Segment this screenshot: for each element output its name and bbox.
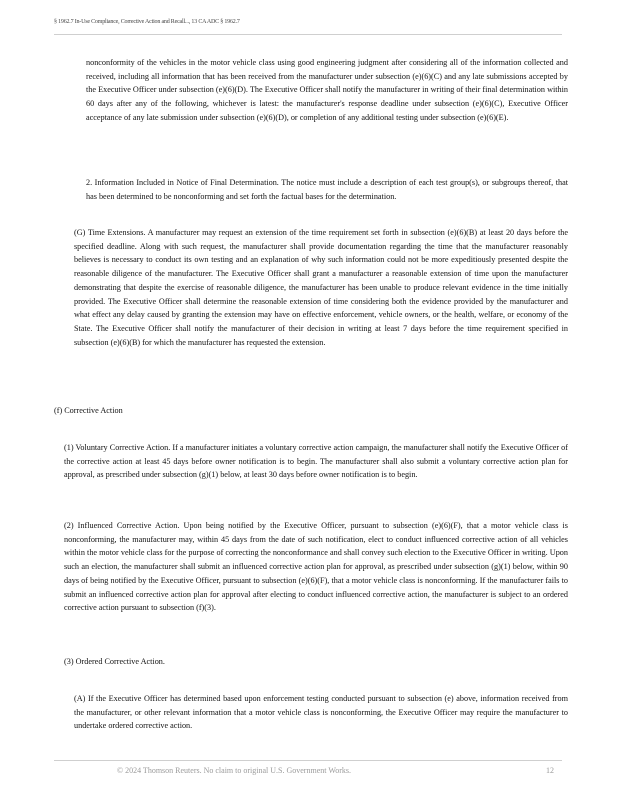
page-number: 12 (546, 766, 554, 775)
paragraph-voluntary-corrective-action: (1) Voluntary Corrective Action. If a manufacturer initiates a voluntary corrective action campaign, the manufacturer shall notify the Executive Officer of the corrective action at least 45 days before owner notification is to begin. The manufacturer shall also submit a voluntary corrective action plan for approval, as prescribed under subsection (g)(1) below, at least 30 days before owner notification is to begin. (64, 443, 568, 480)
paragraph-ordered-corrective-action-a: (A) If the Executive Officer has determined based upon enforcement testing conducted pursuant to subsection (e) above, information received from the manufacturer, or other relevant information that a motor vehicle class is nonconforming, the Executive Officer may require the manufacturer to undertake ordered corrective action. (74, 694, 568, 731)
header-divider (54, 34, 562, 35)
paragraph-ordered-corrective-action-heading: (3) Ordered Corrective Action. (64, 657, 165, 666)
section-heading-corrective-action: (f) Corrective Action (54, 406, 123, 415)
running-header: § 1962.7 In-Use Compliance, Corrective Action and Recall..., 13 CA ADC § 1962.7 (54, 19, 240, 25)
paragraph-final-determination: nonconformity of the vehicles in the motor vehicle class using good engineering judgment after considering all of the information collected and received, including all information that has been received from the manufacturer under subsection (e)(6)(C) and any late submissions accepted by the Executive Officer under subsection (e)(6)(D). The Executive Officer shall notify the manufacturer in writing of their final determination within 60 days after any of the following, whichever is latest: the manufacturer's response deadline under subsection (e)(6)(C), Executive Officer acceptance of any late submission under subsection (e)(6)(D), or completion of any additional testing under subsection (e)(6)(E). (86, 58, 568, 122)
footer-divider (54, 760, 562, 761)
paragraph-time-extensions: (G) Time Extensions. A manufacturer may request an extension of the time requirement set forth in subsection (e)(6)(B) at least 20 days before the specified deadline. Along with such request, the manufacturer shall provide documentation regarding the time that the manufacturer reasonably believes is necessary to conduct its own testing and an explanation of why such information could not be more expeditiously presented despite the reasonable diligence of the manufacturer. The Executive Officer shall grant a manufacturer a reasonable extension of time upon the manufacturer demonstrating that despite the exercise of reasonable diligence, the manufacturer has been unable to produce relevant evidence in the time initially provided. The Executive Officer shall determine the reasonable extension of time considering both the evidence provided by the manufacturer and what effect any delay caused by granting the extension may have on effective enforcement, vehicle owners, or the health, welfare, or economy of the State. The Executive Officer shall notify the manufacturer of their decision in writing at least 7 days before the time requirement specified in subsection (e)(6)(B) for which the manufacturer has requested the extension. (74, 228, 568, 347)
paragraph-influenced-corrective-action: (2) Influenced Corrective Action. Upon being notified by the Executive Officer, pursuant to subsection (e)(6)(F), that a motor vehicle class is nonconforming, the manufacturer may, within 45 days from the date of such notification, elect to conduct influenced corrective action of all vehicles within the motor vehicle class for the purpose of correcting the nonconformance and shall convey such election to the Executive Officer in writing. Upon such an election, the manufacturer shall submit an influenced corrective action plan for approval, as prescribed under subsection (g)(1) below, within 90 days of being notified by the Executive Officer, pursuant to subsection (e)(6)(F), that a motor vehicle class is nonconforming. If the manufacturer fails to submit an influenced corrective action plan for approval after electing to conduct influenced corrective action, the manufacturer is subject to an ordered corrective action pursuant to subsection (f)(3). (64, 521, 568, 613)
copyright-notice: © 2024 Thomson Reuters. No claim to original U.S. Government Works. (117, 766, 352, 775)
paragraph-notice-info: 2. Information Included in Notice of Final Determination. The notice must include a description of each test group(s), or subgroups thereof, that has been determined to be nonconforming and set forth the factual bases for the determination. (86, 178, 568, 201)
